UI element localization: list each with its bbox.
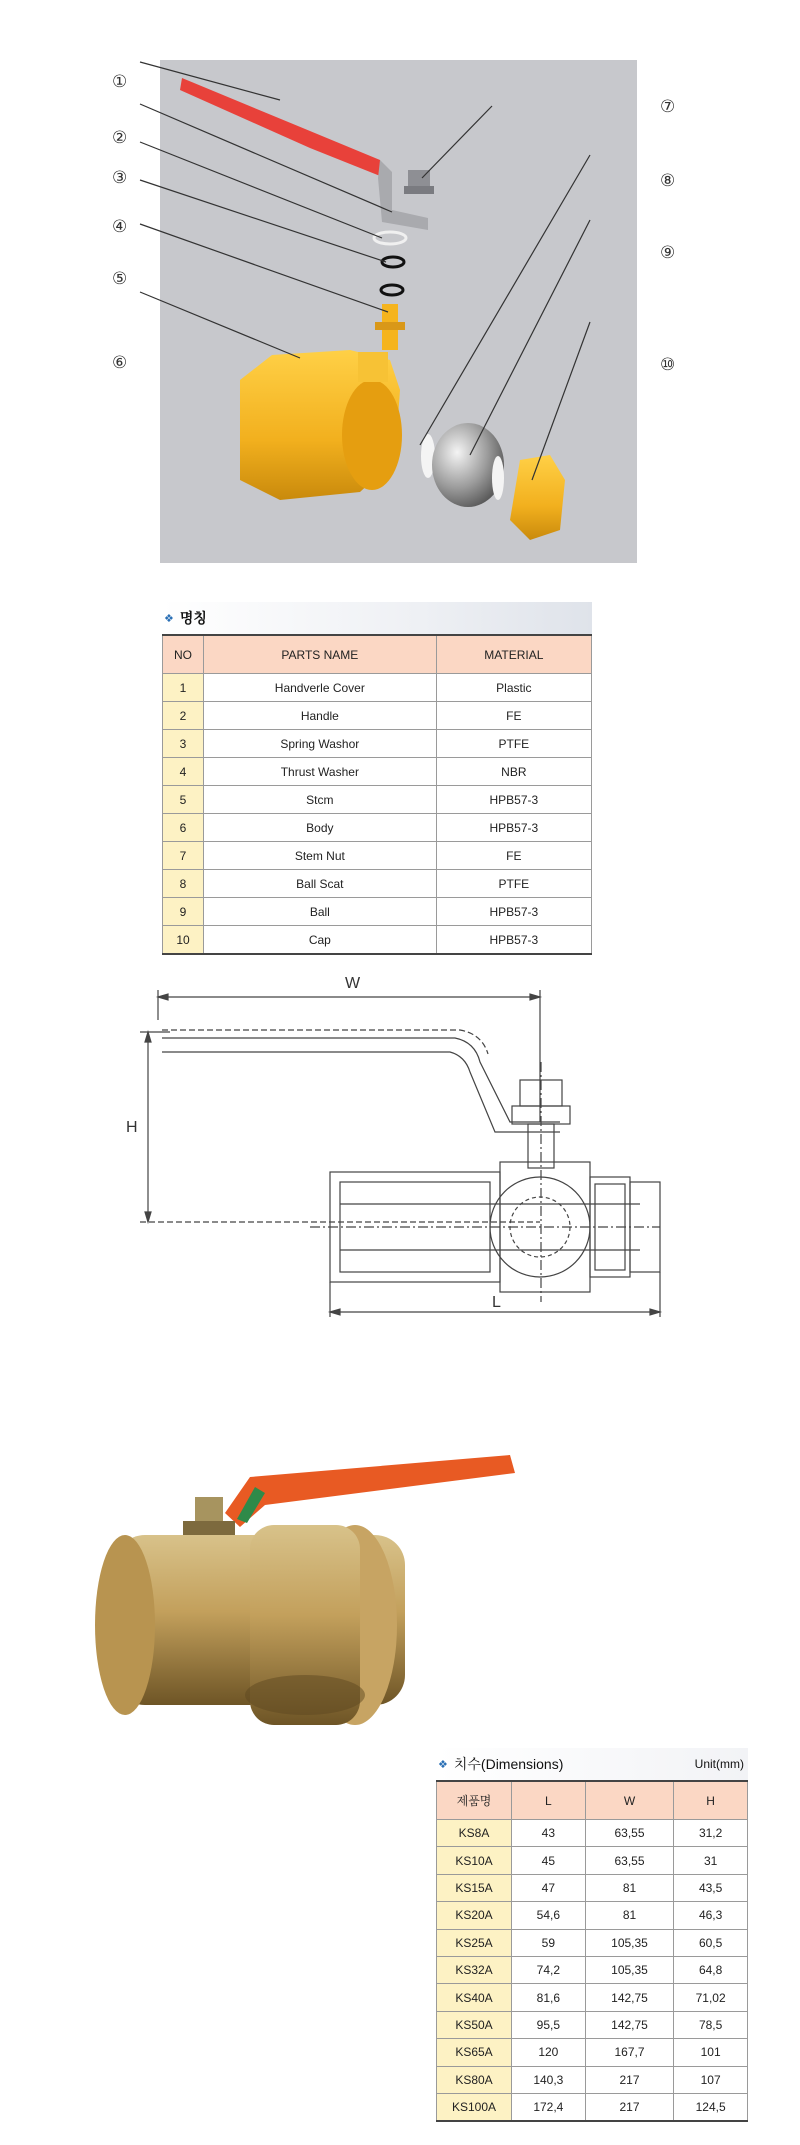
table-row: KS65A 120 167,7 101 xyxy=(437,2039,748,2066)
diamond-bullet-icon: ❖ xyxy=(164,612,174,625)
callout-6: ⑥ xyxy=(112,353,128,373)
callout-7: ⑦ xyxy=(660,97,676,117)
col-header-no: NO xyxy=(163,635,204,674)
table-row: KS50A 95,5 142,75 78,5 xyxy=(437,2011,748,2038)
callout-8: ⑧ xyxy=(660,171,676,191)
callout-2: ② xyxy=(112,128,128,148)
dimensions-table xyxy=(436,1780,748,2122)
technical-drawing xyxy=(126,972,700,1332)
unit-label: Unit(mm) xyxy=(694,1757,744,1771)
product-photo xyxy=(55,1415,525,1735)
table-row: KS100A 172,4 217 124,5 xyxy=(437,2093,748,2121)
callout-10: ⑩ xyxy=(660,355,676,375)
table-row: 10 Cap HPB57-3 xyxy=(163,926,592,955)
table-row: 6 Body HPB57-3 xyxy=(163,814,592,842)
table-row: 2 Handle FE xyxy=(163,702,592,730)
table-row: KS8A 43 63,55 31,2 xyxy=(437,1820,748,1847)
table-row: KS80A 140,3 217 107 xyxy=(437,2066,748,2093)
table-row: KS25A 59 105,35 60,5 xyxy=(437,1929,748,1956)
table-row: 8 Ball Scat PTFE xyxy=(163,870,592,898)
diamond-bullet-icon: ❖ xyxy=(438,1758,448,1771)
dimensions-table-title-text: 치수(Dimensions) xyxy=(453,1756,564,1772)
table-row: 9 Ball HPB57-3 xyxy=(163,898,592,926)
table-row: KS32A 74,2 105,35 64,8 xyxy=(437,1956,748,1983)
dim-label-w: W xyxy=(345,975,361,992)
drawing-handle xyxy=(162,1038,560,1122)
col-header-model: 제품명 xyxy=(437,1781,512,1820)
table-row: KS15A 47 81 43,5 xyxy=(437,1874,748,1901)
table-row: 4 Thrust Washer NBR xyxy=(163,758,592,786)
table-row: KS40A 81,6 142,75 71,02 xyxy=(437,1984,748,2011)
parts-table-title-text: 명칭 xyxy=(179,610,207,626)
photo-handle-lever xyxy=(225,1455,515,1527)
dim-label-l: L xyxy=(492,1294,501,1311)
callout-5: ⑤ xyxy=(112,269,128,289)
parts-table-title xyxy=(162,602,592,634)
callout-numbers xyxy=(0,0,800,620)
callout-9: ⑨ xyxy=(660,243,676,263)
dimensions-table-section xyxy=(436,1748,748,2122)
table-row: 1 Handverle Cover Plastic xyxy=(163,674,592,702)
col-header-l: L xyxy=(512,1781,586,1820)
dimensions-table-title xyxy=(436,1748,748,1780)
table-row: KS10A 45 63,55 31 xyxy=(437,1847,748,1874)
callout-4: ④ xyxy=(112,217,128,237)
col-header-parts-name: PARTS NAME xyxy=(204,635,437,674)
dim-label-h: H xyxy=(126,1119,138,1136)
col-header-w: W xyxy=(585,1781,674,1820)
table-row: 3 Spring Washor PTFE xyxy=(163,730,592,758)
parts-table xyxy=(162,634,592,955)
callout-1: ① xyxy=(112,72,128,92)
parts-table-section xyxy=(162,602,592,955)
col-header-material: MATERIAL xyxy=(436,635,591,674)
callout-3: ③ xyxy=(112,168,128,188)
table-row: 5 Stcm HPB57-3 xyxy=(163,786,592,814)
table-row: 7 Stem Nut FE xyxy=(163,842,592,870)
table-row: KS20A 54,6 81 46,3 xyxy=(437,1902,748,1929)
col-header-h: H xyxy=(674,1781,748,1820)
